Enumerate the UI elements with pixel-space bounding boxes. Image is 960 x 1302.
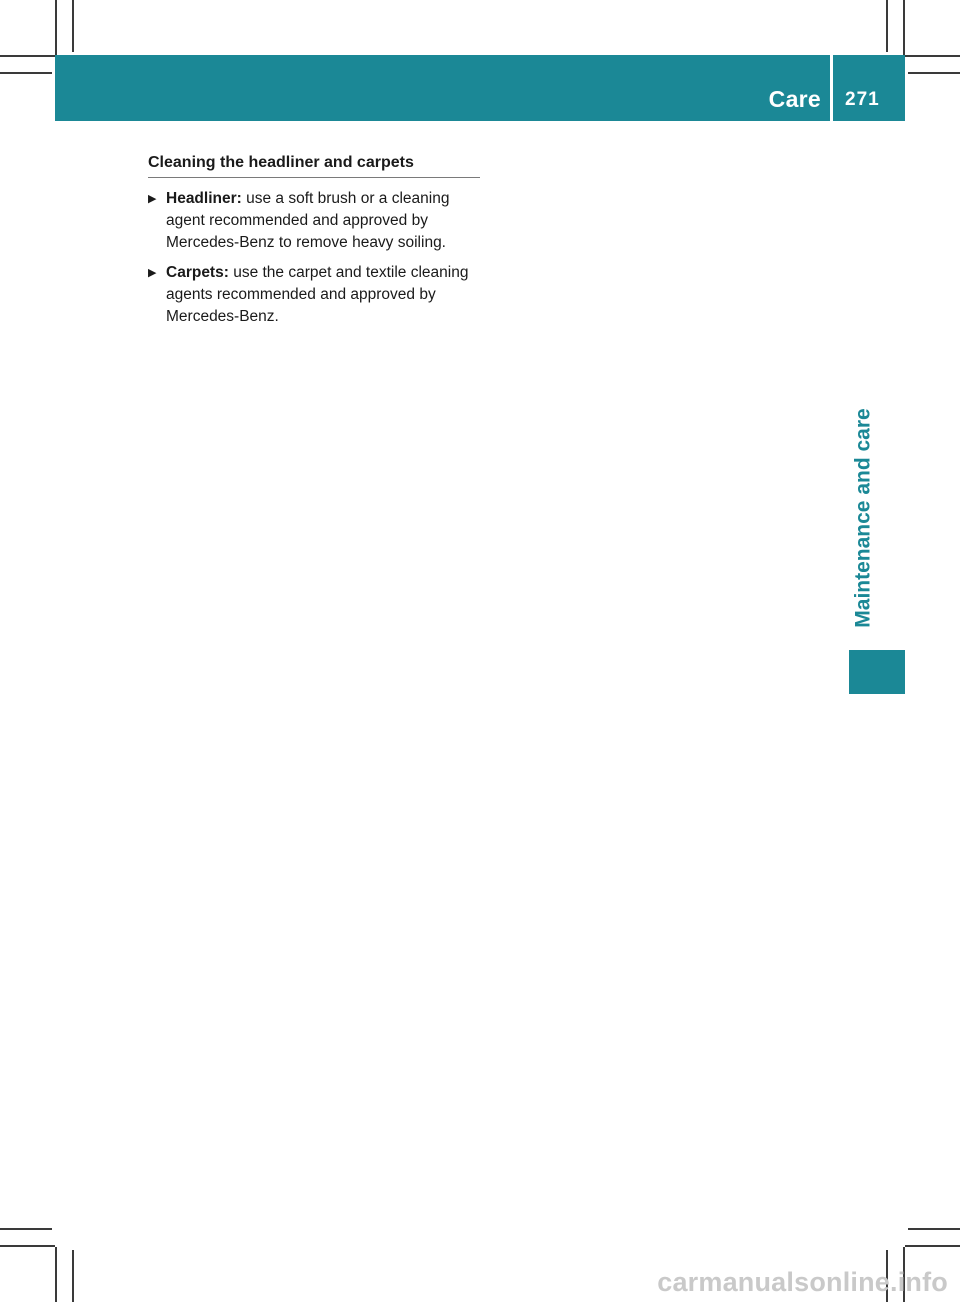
- page-header: [55, 55, 905, 121]
- crop-mark: [0, 55, 55, 57]
- crop-mark: [903, 0, 905, 55]
- instruction-lead: Carpets:: [166, 264, 229, 281]
- instruction-body: use the carpet and textile cleaning agents recommended and approved by Mercedes-Benz.: [166, 264, 469, 325]
- instruction-body: use a soft brush or a cleaning agent recommended and approved by Mercedes-Benz to remove heavy soiling.: [166, 190, 450, 251]
- crop-mark: [908, 1228, 960, 1230]
- crop-mark: [0, 1228, 52, 1230]
- chapter-tab-marker: [849, 650, 905, 694]
- crop-mark: [55, 0, 57, 55]
- watermark: carmanualsonline.info: [657, 1267, 948, 1297]
- heading-rule: [148, 177, 480, 178]
- arrow-bullet-icon: ▶: [148, 193, 157, 205]
- page-number: 271: [845, 89, 880, 110]
- instruction-text: [166, 188, 488, 254]
- crop-mark: [908, 72, 960, 74]
- header-divider: [830, 55, 833, 121]
- chapter-tab: [844, 390, 884, 645]
- crop-mark: [0, 72, 52, 74]
- section-title: Care: [768, 86, 821, 112]
- chapter-tab-label: Maintenance and care: [852, 407, 876, 628]
- crop-mark: [0, 1245, 55, 1247]
- crop-mark: [72, 1250, 74, 1302]
- instruction-item: [148, 262, 488, 328]
- crop-mark: [55, 1247, 57, 1302]
- crop-mark: [72, 0, 74, 52]
- heading: Cleaning the headliner and carpets: [148, 154, 414, 171]
- instruction-item: [148, 188, 488, 254]
- arrow-bullet-icon: ▶: [148, 267, 157, 279]
- instruction-text: [166, 262, 488, 328]
- crop-mark: [905, 1245, 960, 1247]
- instruction-lead: Headliner:: [166, 190, 242, 207]
- crop-mark: [886, 0, 888, 52]
- crop-mark: [905, 55, 960, 57]
